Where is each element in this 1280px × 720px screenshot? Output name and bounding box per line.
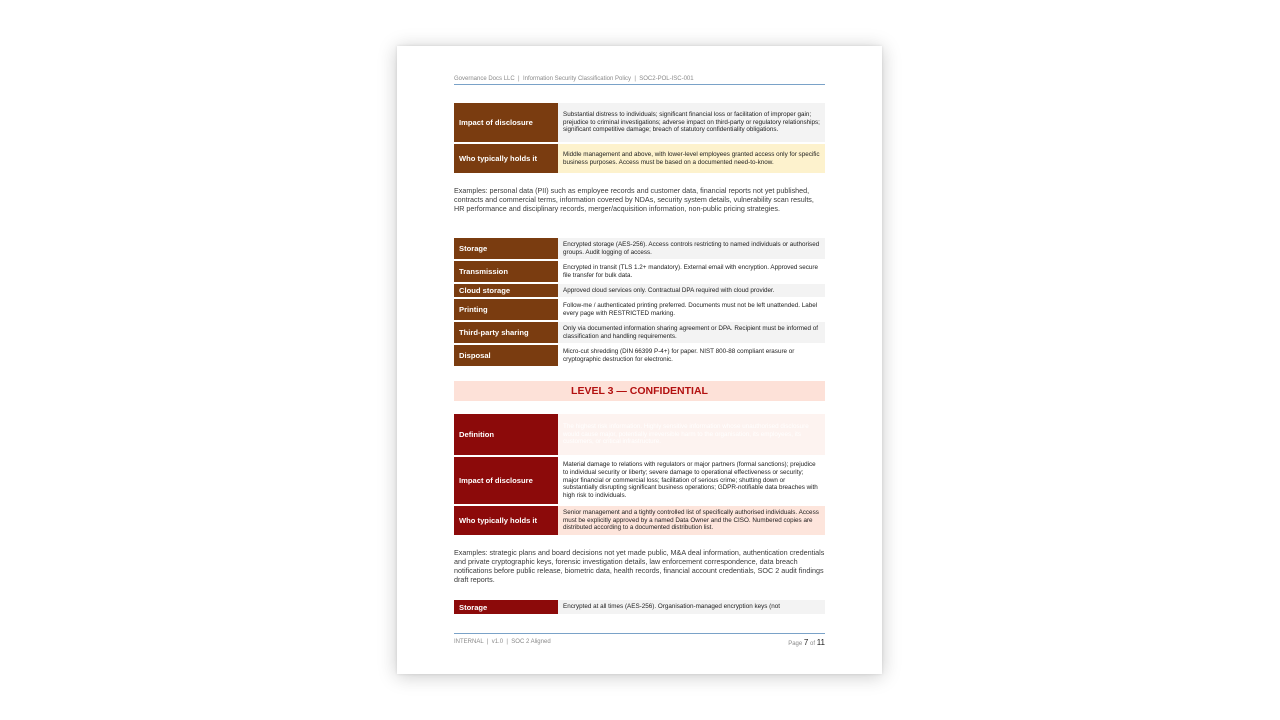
page-total: 11 <box>816 638 825 647</box>
level3-banner: LEVEL 3 — CONFIDENTIAL <box>454 381 825 401</box>
row-label: Who typically holds it <box>454 144 558 173</box>
table-row <box>454 322 825 343</box>
footer-separator: | <box>506 639 508 645</box>
level3-profile-table <box>454 412 825 537</box>
header-document-title: Information Security Classification Policy <box>522 76 631 82</box>
row-value: Encrypted storage (AES-256). Access controls restricting to named individuals or authorised groups. Audit logging of access. <box>558 238 825 259</box>
row-value: Middle management and above, with lower-level employees granted access only for specific business purposes. Access must be based on a documented need-to-know. <box>558 144 825 173</box>
footer-alignment: SOC 2 Aligned <box>511 639 551 645</box>
row-value: Approved cloud services only. Contractual DPA required with cloud provider. <box>558 284 825 297</box>
table-row <box>454 299 825 320</box>
footer-meta <box>454 639 551 645</box>
header-separator: | <box>634 76 636 82</box>
page-number <box>788 638 825 647</box>
document-page <box>397 46 882 674</box>
row-value: Follow-me / authenticated printing preferred. Documents must not be left unattended. Label every page with RESTRICTED marking. <box>563 301 818 317</box>
level2-handling-table <box>454 236 825 368</box>
page-of: of <box>810 641 816 647</box>
row-label: Printing <box>454 299 558 320</box>
table-row <box>454 284 825 297</box>
table-row <box>454 144 825 173</box>
footer-classification: INTERNAL <box>454 639 484 645</box>
row-value: Micro-cut shredding (DIN 66399 P-4+) for paper. NIST 800-88 compliant erasure or cryptographic destruction for electronic. <box>563 347 795 363</box>
table-row <box>454 457 825 504</box>
level3-examples: Examples: strategic plans and board decisions not yet made public, M&A deal information, authentication credentials and private cryptographic keys, forensic investigation details, law enforcement correspondence, data breach notifications before public release, biometric data, health records, financial account credentials, SOC 2 audit findings draft reports. <box>454 548 825 585</box>
table-row <box>454 600 825 614</box>
table-row <box>454 103 825 142</box>
table-row <box>454 506 825 535</box>
running-header <box>454 74 825 85</box>
level2-examples: Examples: personal data (PII) such as employee records and customer data, financial reports not yet published, contracts and commercial terms, information covered by NDAs, security system details, vulnerability scan results, HR performance and disciplinary records, merger/acquisition information, non-public pricing strategies. <box>454 186 814 214</box>
row-value: Senior management and a tightly controlled list of specifically authorised individuals. Access must be explicitly approved by a named Data Owner and the CISO. Numbered copies are distributed according to a documented distribution list. <box>558 506 825 535</box>
header-company: Governance Docs LLC <box>454 76 515 82</box>
row-label: Transmission <box>454 261 558 282</box>
row-label: Third-party sharing <box>454 322 558 343</box>
table-row <box>454 238 825 259</box>
row-value: Material damage to relations with regulators or major partners (formal sanctions); prejudice to individual security or liberty; severe damage to operational effectiveness or security; major financial or commercial loss; facilitation of serious crime; shutting down or substantially disrupting significant business operations; GDPR-notifiable data breaches with high risk to individuals. <box>563 460 818 500</box>
running-footer <box>454 633 825 650</box>
page-current: 7 <box>803 638 809 647</box>
footer-separator: | <box>486 639 489 645</box>
row-value: Encrypted at all times (AES-256). Organisation-managed encryption keys (not <box>558 600 825 614</box>
row-label: Impact of disclosure <box>454 457 558 504</box>
row-label: Who typically holds it <box>454 506 558 535</box>
row-label: Storage <box>454 600 558 614</box>
header-separator: | <box>518 76 520 82</box>
table-row <box>454 414 825 455</box>
header-doc-id: SOC2-POL-ISC-001 <box>639 76 694 82</box>
table-row <box>454 345 825 366</box>
row-label: Disposal <box>454 345 558 366</box>
page-word: Page <box>788 641 803 647</box>
level2-profile-table <box>454 101 825 175</box>
row-value: Only via documented information sharing agreement or DPA. Recipient must be informed of classification and handling requirements. <box>558 322 825 343</box>
row-label: Storage <box>454 238 558 259</box>
row-value: Encrypted in transit (TLS 1.2+ mandatory). External email with encryption. Approved secure file transfer for bulk data. <box>563 263 818 279</box>
row-label: Cloud storage <box>454 284 558 297</box>
footer-version: v1.0 <box>491 639 504 645</box>
row-value: The highest risk information. Highly sensitive information whose unauthorised disclosure would cause major, potentially irreversible harm to the organisation, its employees, its customers, or critical infrastructure. <box>558 414 825 455</box>
table-row <box>454 261 825 282</box>
row-label: Definition <box>454 414 558 455</box>
level3-handling-table <box>454 598 825 616</box>
row-value: Substantial distress to individuals; significant financial loss or facilitation of improper gain; prejudice to criminal investigations; adverse impact on third-party or regulatory relationships; significant competitive damage; breach of statutory confidentiality obligations. <box>558 103 825 142</box>
row-label: Impact of disclosure <box>454 103 558 142</box>
